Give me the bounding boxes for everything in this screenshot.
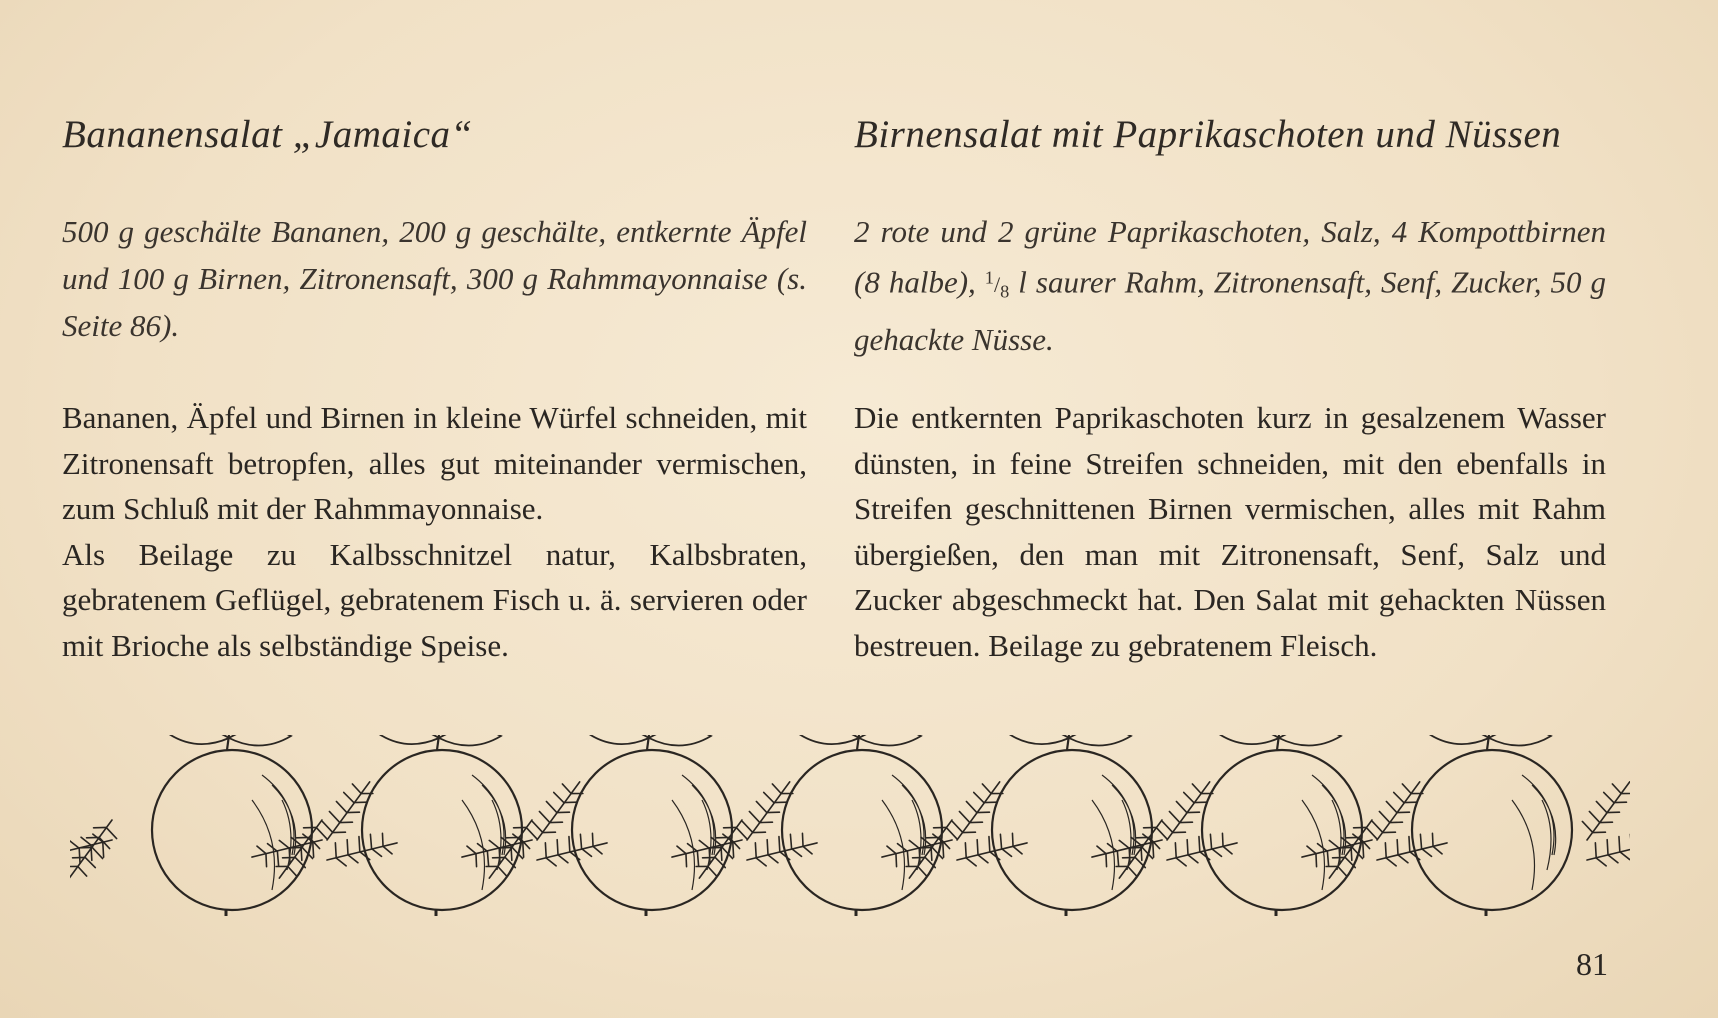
fraction-denominator: 8 [1000, 281, 1010, 302]
instructions-paragraph: Bananen, Äpfel und Birnen in kleine Würfel schneiden, mit Zitronensaft betropfen, alles gut miteinander vermischen, zum Schluß mit der Rahmmayonnaise. [62, 400, 807, 526]
pine-sprig-icon [522, 778, 593, 840]
apple-icon [572, 735, 732, 916]
fraction-numerator: 1 [984, 268, 994, 288]
ingredients-list [854, 208, 1606, 363]
ingredients-text: 2 rote und 2 grüne Paprikaschoten, Salz, 4 Kompottbirnen (8 halbe), [854, 214, 1606, 300]
pine-sprig-icon [312, 778, 383, 840]
pine-sprig-icon [1587, 819, 1630, 881]
pine-sprig-icon [1362, 778, 1433, 840]
apple-icon [1202, 735, 1362, 916]
instructions-paragraph: Die entkernten Paprikaschoten kurz in gesalzenem Wasser dünsten, in feine Streifen schneiden, mit den ebenfalls in Streifen geschnittenen Birnen vermischen, alles mit Rahm übergießen, den man mit Zitronensaft, Senf, Salz und Zucker abgeschmeckt hat. Den Salat mit gehackten Nüssen bestreuen. Beilage zu gebratenem Fleisch. [854, 400, 1606, 663]
apple-garland-icon [70, 735, 1630, 925]
ingredients-text: l saurer Rahm, Zitronensaft, Senf, Zucker, 50 g gehackte Nüsse. [854, 264, 1607, 357]
apple-icon [782, 735, 942, 916]
apple-icon [992, 735, 1152, 916]
pine-sprig-icon [732, 778, 803, 840]
apple-icon [1412, 735, 1572, 916]
pine-sprig-icon [1152, 778, 1223, 840]
pine-sprig-icon [1572, 778, 1630, 840]
recipe-title: Birnensalat mit Paprikaschoten und Nüssen [854, 113, 1562, 156]
instructions [854, 395, 1606, 668]
serving-paragraph: Als Beilage zu Kalbsschnitzel natur, Kalbsbraten, gebratenem Geflügel, gebratenem Fisch u. ä. servieren oder mit Brioche als selbständige Speise. [62, 536, 807, 663]
pine-sprig-icon [942, 778, 1013, 840]
ingredients-list: 500 g geschälte Bananen, 200 g geschälte, entkernte Äpfel und 100 g Birnen, Zitronensaft, 300 g Rahmmayonnaise (s. Seite 86). [62, 214, 807, 343]
fraction: $^1/_8$ [984, 268, 1010, 302]
apple-icon [362, 735, 522, 916]
page-number: 81 [1576, 946, 1608, 982]
instructions [62, 395, 807, 668]
apple-icon [152, 735, 312, 916]
recipe-title: Bananensalat „Jamaica“ [62, 113, 473, 156]
